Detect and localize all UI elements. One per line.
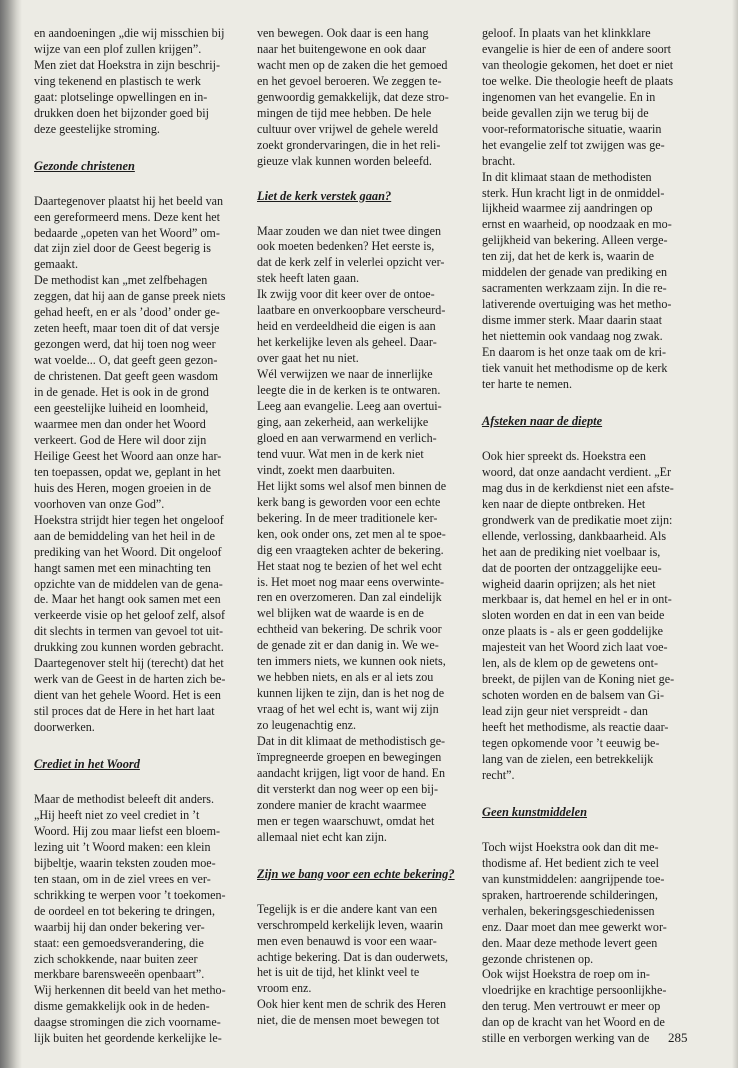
section-heading: Afsteken naar de diepte: [482, 413, 603, 428]
paragraph: Toch wijst Hoekstra ook dan dit me- thodisme af. Het bedient zich te veel van kunstmiddelen: aangrijpende toe- spraken, hartroerende schilderingen, verhalen, bekeringsgeschiedenissen enz. Daar moet dan mee gewerkt wor- den. Maar deze methode levert geen gezonde christenen op. Ook wijst Hoekstra de roep om in- vloedrijke en krachtige persoonlijkhe- den terug. Men vertrouwt er meer op dan op de kracht van het Woord en de stille en verborgen werking van de: [482, 839, 667, 1046]
paragraph: geloof. In plaats van het klinkklare evangelie is hier de een of andere soort van theologie gekomen, het doet er niet toe welke. Die theologie heeft de plaats ingenomen van het evangelie. En in beide gevallen zijn we terug bij de voor-reformatorische situatie, waarin het evangelie zelf tot zwijgen was ge- bracht. In dit klimaat staan de methodisten sterk. Hun kracht ligt in de onmiddel- lijkheid waarmee zij aandringen op ernst en waarheid, op noodzaak en mo- gelijkheid van bekering. Alleen verge- ten zij, dat het de kerk is, waarin de middelen der genade van prediking en sacramenten werkzaam zijn. In die re- lativerende overtuiging was het metho- disme immer sterk. Maar daarin staat het niettemin ook vandaag nog zwak. En daarom is het onze taak om de kri- tiek vanuit het methodisme op de kerk ter harte te nemen.: [482, 26, 674, 391]
paragraph: Ook hier spreekt ds. Hoekstra een woord, dat onze aandacht verdient. „Er mag dus in de kerkdienst niet een afste- ken naar de diepte ontbreken. Het grondwerk van de predikatie moet zijn: ellende, verlossing, dankbaarheid. Als het aan de prediking niet voelbaar is, dat de poorten der ontzaggelijke eeu- wigheid daarin oprijzen; als het niet merkbaar is, dat hemel en hel er in ont- sloten worden en dat in een van beide onze plaats is - als er geen goddelijke majesteit van het Woord zich laat voe- len, als de klem op de gewetens ont- breekt, de pijlen van de Koning niet ge- schoten worden en de balsem van Gi- lead zijn geur niet verspreidt - dan heeft het methodisme, als reactie daar- tegen opkomende voor ’t eeuwig be- lang van de zielen, een betrekkelijk recht”.: [482, 448, 675, 782]
page-number: 285: [668, 1030, 688, 1045]
page-gutter-shadow: [0, 0, 22, 1068]
paragraph: Maar de methodist beleeft dit anders. „Hij heeft niet zo veel crediet in ’t Woord. Hij zou maar liefst een bloem- lezing uit ’t Woord maken: een klein bijbeltje, waarin teksten zouden moe- ten staan, om in de ziel vrees en ver- schrikking te werpen voor ’t toekomen- de oordeel en tot bekering te dringen, waarbij hij dan onder bekering ver- staat: een gemoedsverandering, die zich schokkende, naar buiten zeer merkbare barensweeën openbaart”. Wij herkennen dit beeld van het metho- disme gemakkelijk ook in de heden- daagse stromingen die zich voorname- lijk buiten het geordende kerkelijke le-: [34, 791, 226, 1046]
section-heading: Geen kunstmiddelen: [482, 804, 587, 819]
page-edge-shadow: [732, 0, 738, 1068]
section-heading: Crediet in het Woord: [34, 757, 140, 772]
column-1: [34, 26, 248, 1047]
paragraph: ven bewegen. Ook daar is een hang naar het buitengewone en ook daar wacht men op de zaken die het gemoed en het gevoel beroeren. We zeggen te- genwoordig gemakkelijk, dat deze stro- mingen de tijd mee hebben. De hele cultuur over vrijwel de gehele wereld zoekt grondervaringen, die in het reli- gieuze vlak kunnen worden beleefd.: [257, 26, 449, 168]
column-2: [257, 26, 471, 1029]
column-3: [482, 26, 696, 1047]
section-heading: Liet de kerk verstek gaan?: [257, 188, 392, 203]
paragraph: Maar zouden we dan niet twee dingen ook moeten bedenken? Het eerste is, dat de kerk zelf in velerlei opzicht ver- stek heeft laten gaan. Ik zwijg voor dit keer over de ontoe- laatbare en onverkoopbare verscheurd- heid en verdeeldheid die eigen is aan het kerkelijke leven als geheel. Daar- over gaat het nu niet. Wél verwijzen we naar de innerlijke leegte die in de kerken is te ontwaren. Leeg aan evangelie. Leeg aan overtui- ging, aan zekerheid, aan werkelijke gloed en aan verwarmend en verlich- tend vuur. Wat men in de kerk niet vindt, zoekt men daarbuiten. Het lijkt soms wel alsof men binnen de kerk bang is geworden voor een echte bekering. In de meer traditionele ker- ken, ook onder ons, zet men al te spoe- dig een vraagteken achter de bekering. Het staat nog te bezien of het wel echt is. Het moet nog maar eens overwinte- ren en overzomeren. Dan zal eindelijk wel blijken wat de waarde is en de echtheid van bekering. De schrik voor de genade zit er dan danig in. We we- ten immers niets, we kunnen ook niets, we hebben niets, en als er al iets zou kunnen lijken te zijn, dan is het nog de vraag of het wel echt is, want wij zijn zo leugenachtig enz. Dat in dit klimaat de methodistisch ge- ïmpregneerde groepen en bewegingen aandacht krijgen, ligt voor de hand. En dit versterkt dan nog weer op een bij- zondere manier de kracht waarmee men er tegen waarschuwt, omdat het allemaal niet echt kan zijn.: [257, 223, 447, 844]
paragraph: Daartegenover plaatst hij het beeld van een gereformeerd mens. Deze kent het bedaarde „opeten van het Woord” om- dat zijn ziel door de Geest begerig is gemaakt. De methodist kan „met zelfbehagen zeggen, dat hij aan de ganse preek niets gehad heeft, en er als ’dood’ onder ge- zeten heeft, maar toen dit of dat versje gezongen werd, dat hij toen nog weer wat voelde... O, dat geeft geen gezon- de christenen. Dat geeft geen wasdom in de genade. Het is ook in de grond een geestelijke luiheid en loomheid, waarmee men dan onder het Woord verkeert. God de Here wil door zijn Heilige Geest het Woord aan onze har- ten toepassen, opdat we, geplant in het huis des Heren, mogen groeien in de voorhoven van onze God”. Hoekstra strijdt hier tegen het ongeloof aan de bemiddeling van het heil in de prediking van het Woord. Dit ongeloof hangt samen met een minachting ten opzichte van de middelen van de gena- de. Maar het hangt ook samen met een verkeerde visie op het geloof zelf, alsof dit slechts in termen van gevoel tot uit- drukking zou kunnen worden gebracht. Daartegenover stelt hij (terecht) dat het werk van de Geest in de harten zich be- dient van het gehele Woord. Het is een stil proces dat de Here in het hart laat doorwerken.: [34, 193, 226, 735]
section-heading: Zijn we bang voor een echte bekering?: [257, 866, 455, 881]
section-heading: Gezonde christenen: [34, 158, 135, 173]
paragraph: Tegelijk is er die andere kant van een verschrompeld kerkelijk leven, waarin men even benauwd is voor een waar- achtige bekering. Dat is dan ouderwets, het is uit de tijd, het klinkt veel te vroom enz. Ook hier kent men de schrik des Heren niet, die de mensen moet bewegen tot: [257, 901, 449, 1028]
paragraph: en aandoeningen „die wij misschien bij wijze van een plof zullen krijgen”. Men ziet dat Hoekstra in zijn beschrij- ving tekenend en plastisch te werk gaat: plotselinge opwellingen en in- drukken doen het bijzonder goed bij deze geestelijke stroming.: [34, 26, 225, 136]
